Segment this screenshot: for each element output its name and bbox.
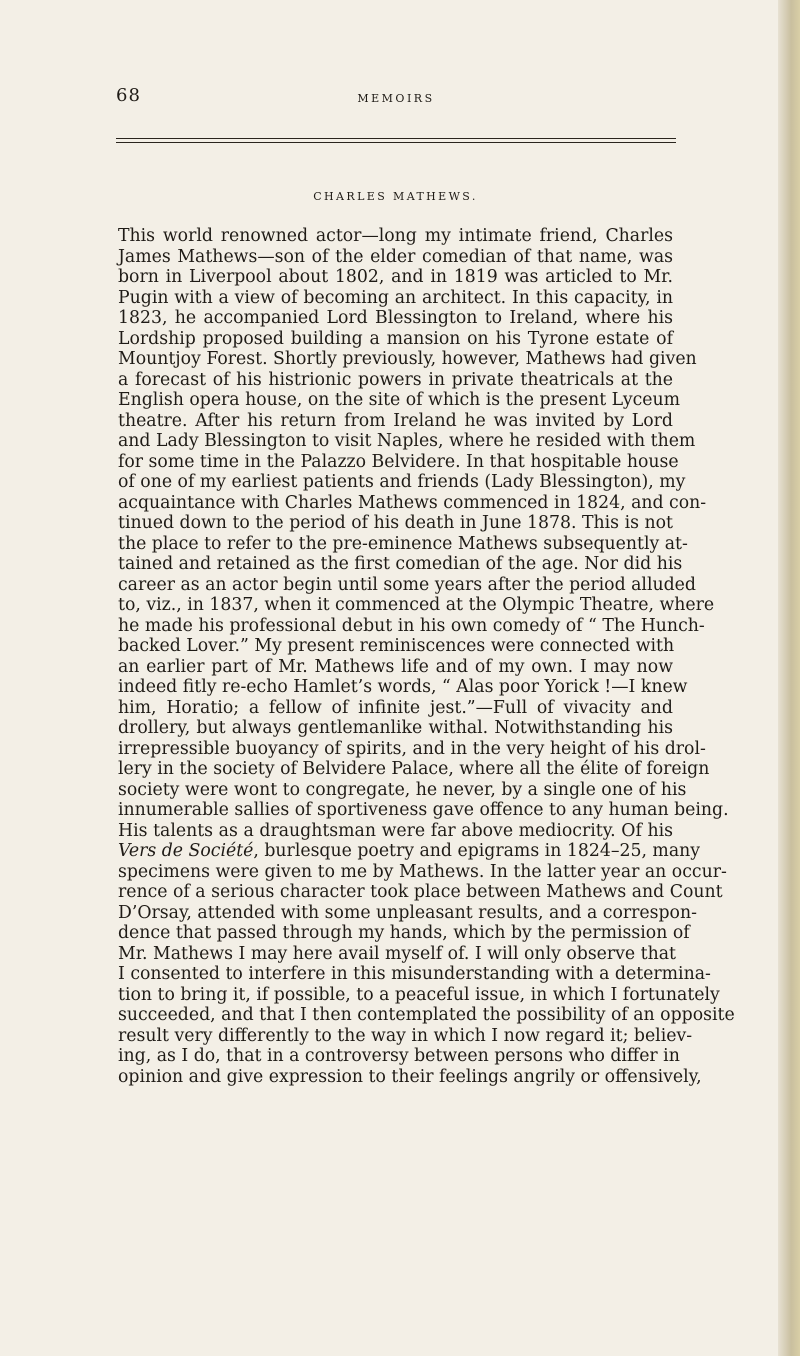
text-line: to, viz., in 1837, when it commenced at the Olympic Theatre, where	[118, 595, 715, 615]
text-line: theatre. After his return from Ireland he was invited by Lord	[118, 410, 673, 431]
text-line: tained and retained as the first comedian of the age. Nor did his	[118, 554, 683, 574]
text-line: born in Liverpool about 1802, and in 1819 was articled to Mr.	[118, 267, 673, 287]
text-line: tion to bring it, if possible, to a peaceful issue, in which I fortunately	[118, 984, 720, 1005]
text-line: society were wont to congregate, he never, by a single one of his	[118, 779, 687, 800]
text-line: an earlier part of Mr. Mathews life and of my own. I may now	[118, 656, 673, 677]
running-head	[116, 85, 676, 125]
body-text	[118, 226, 735, 1087]
text-line: the place to refer to the pre-eminence Mathews subsequently at-	[118, 533, 688, 554]
text-line: English opera house, on the site of which is the present Lyceum	[118, 390, 681, 410]
text-line: acquaintance with Charles Mathews commenced in 1824, and con-	[118, 492, 707, 513]
text-line: career as an actor begin until some years after the period alluded	[118, 574, 696, 595]
text-line: I consented to interfere in this misunderstanding with a determina-	[118, 964, 711, 984]
page-number: 68	[116, 85, 141, 106]
text-line: succeeded, and that I then contemplated the possibility of an opposite	[118, 1005, 735, 1025]
text-line: James Mathews—son of the elder comedian of that name, was	[118, 246, 673, 267]
article	[118, 190, 735, 1087]
text-line: D’Orsay, attended with some unpleasant results, and a correspon-	[118, 902, 697, 923]
text-line: This world renowned actor—long my intimate friend, Charles	[118, 226, 673, 246]
text-line: dence that passed through my hands, which by the permission of	[118, 923, 690, 943]
text-line: result very differently to the way in which I now regard it; believ-	[118, 1025, 693, 1046]
text-line: 1823, he accompanied Lord Blessington to Ireland, where his	[118, 308, 673, 328]
text-line: indeed fitly re-echo Hamlet’s words, “ Alas poor Yorick !—I knew	[118, 677, 688, 697]
running-title: MEMOIRS	[357, 92, 435, 105]
text-line: of one of my earliest patients and friends (Lady Blessington), my	[118, 472, 686, 492]
text-line: a forecast of his histrionic powers in private theatricals at the	[118, 369, 673, 390]
text-line: Mountjoy Forest. Shortly previously, however, Mathews had given	[118, 349, 697, 369]
text-line: lery in the society of Belvidere Palace, where all the élite of foreign	[118, 759, 710, 779]
page-edge-shadow	[778, 0, 800, 1356]
text-line: irrepressible buoyancy of spirits, and in the very height of his drol-	[118, 738, 706, 759]
text-line: Lordship proposed building a mansion on his Tyrone estate of	[118, 328, 673, 349]
text-line: Vers de Société, burlesque poetry and epigrams in 1824–25, many	[118, 841, 701, 861]
text-line: him, Horatio; a fellow of infinite jest.”—Full of vivacity and	[118, 697, 673, 718]
text-line: rence of a serious character took place between Mathews and Count	[118, 882, 723, 902]
text-line: tinued down to the period of his death in June 1878. This is not	[118, 513, 673, 533]
text-line: opinion and give expression to their feelings angrily or offensively,	[118, 1066, 702, 1087]
text-line: he made his professional debut in his own comedy of “ The Hunch-	[118, 615, 705, 636]
header-rule	[116, 138, 676, 139]
text-line: ing, as I do, that in a controversy between persons who differ in	[118, 1046, 680, 1066]
text-line: innumerable sallies of sportiveness gave offence to any human being.	[118, 800, 729, 820]
text-line: Mr. Mathews I may here avail myself of. I will only observe that	[118, 943, 676, 964]
section-title: CHARLES MATHEWS.	[313, 190, 478, 203]
text-line: His talents as a draughtsman were far above mediocrity. Of his	[118, 820, 673, 841]
text-line: backed Lover.” My present reminiscences were connected with	[118, 636, 675, 656]
text-line: and Lady Blessington to visit Naples, where he resided with them	[118, 431, 696, 451]
text-line: drollery, but always gentlemanlike withal. Notwithstanding his	[118, 718, 673, 738]
header-rule-thin	[116, 142, 676, 143]
text-line: specimens were given to me by Mathews. In the latter year an occur-	[118, 861, 727, 882]
text-line: Pugin with a view of becoming an architect. In this capacity, in	[118, 287, 673, 308]
text-line: for some time in the Palazzo Belvidere. In that hospitable house	[118, 451, 679, 472]
